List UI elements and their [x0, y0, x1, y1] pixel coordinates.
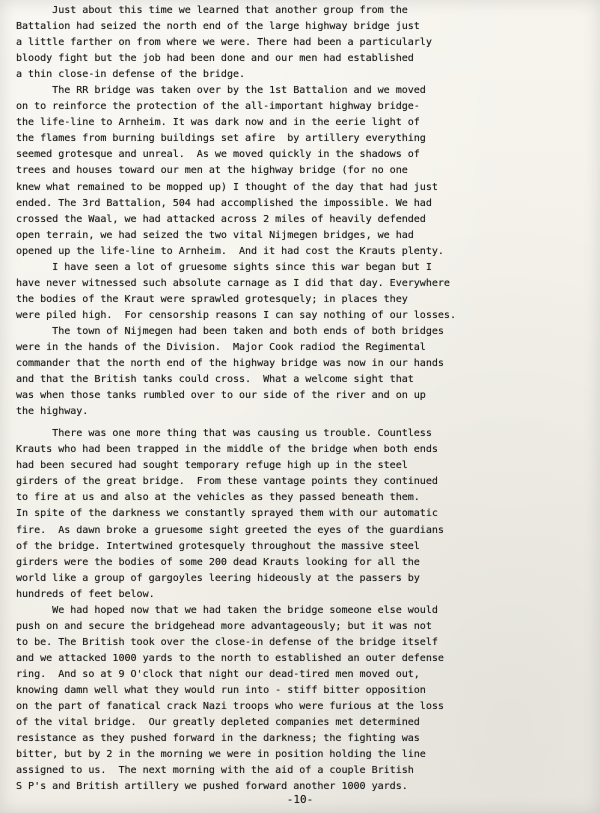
- text-line: There was one more thing that was causing us trouble. Countless: [16, 428, 432, 440]
- text-line: a little farther on from where we were. There had been a particularly: [16, 37, 432, 49]
- text-line: commander that the north end of the highway bridge was now in our hands: [16, 358, 444, 370]
- text-line: a thin close-in defense of the bridge.: [16, 69, 246, 81]
- text-line: were piled high. For censorship reasons I can say nothing of our losses.: [16, 309, 456, 321]
- text-line: girders were the bodies of some 200 dead Krauts looking for all the: [16, 556, 420, 568]
- text-line: The town of Nijmegen had been taken and both ends of both bridges: [16, 325, 444, 337]
- text-line: ended. The 3rd Battalion, 504 had accomplished the impossible. We had: [16, 197, 432, 209]
- typewritten-text-block: [16, 3, 594, 795]
- text-line: have never witnessed such absolute carnage as I did that day. Everywhere: [16, 277, 450, 289]
- text-line: trees and houses toward our men at the highway bridge (for no one: [16, 165, 408, 177]
- text-line: push on and secure the bridgehead more advantageously; but it was not: [16, 620, 432, 632]
- text-line: of the vital bridge. Our greatly depleted companies met determined: [16, 717, 420, 729]
- text-line: crossed the Waal, we had attacked across 2 miles of heavily defended: [16, 213, 426, 225]
- text-line: knowing damn well what they would run into - stiff bitter opposition: [16, 684, 426, 696]
- text-line: S P's and British artillery we pushed forward another 1000 yards.: [16, 781, 408, 793]
- text-line: I have seen a lot of gruesome sights since this war began but I: [16, 261, 432, 273]
- text-line: the bodies of the Kraut were sprawled grotesquely; in places they: [16, 293, 408, 305]
- text-line: world like a group of gargoyles leering hideously at the passers by: [16, 572, 420, 584]
- text-line: to fire at us and also at the vehicles as they passed beneath them.: [16, 492, 420, 504]
- text-line: We had hoped now that we had taken the bridge someone else would: [16, 604, 438, 616]
- text-line: Krauts who had been trapped in the middle of the bridge when both ends: [16, 444, 438, 456]
- text-line: resistance as they pushed forward in the darkness; the fighting was: [16, 733, 420, 745]
- text-line: girders of the great bridge. From these vantage points they continued: [16, 476, 438, 488]
- text-line: opened up the life-line to Arnheim. And it had cost the Krauts plenty.: [16, 245, 444, 257]
- text-line: seemed grotesque and unreal. As we moved quickly in the shadows of: [16, 149, 420, 161]
- text-line: ring. And so at 9 O'clock that night our dead-tired men moved out,: [16, 668, 420, 680]
- text-line: on the part of fanatical crack Nazi troops who were furious at the loss: [16, 701, 444, 713]
- text-line: on to reinforce the protection of the all-important highway bridge-: [16, 101, 420, 113]
- page-number: -10-: [286, 793, 314, 806]
- text-line: and that the British tanks could cross. What a welcome sight that: [16, 374, 414, 386]
- text-line: hundreds of feet below.: [16, 588, 155, 600]
- text-line: had been secured had sought temporary refuge high up in the steel: [16, 460, 408, 472]
- text-line: fire. As dawn broke a gruesome sight greeted the eyes of the guardians: [16, 524, 444, 536]
- text-line: open terrain, we had seized the two vital Nijmegen bridges, we had: [16, 229, 414, 241]
- text-line: the life-line to Arnheim. It was dark now and in the eerie light of: [16, 117, 420, 129]
- text-line: the flames from burning buildings set afire by artillery everything: [16, 133, 426, 145]
- text-line: Just about this time we learned that another group from the: [16, 5, 408, 16]
- text-line: assigned to us. The next morning with the aid of a couple British: [16, 765, 414, 777]
- text-line: bloody fight but the job had been done and our men had established: [16, 53, 414, 65]
- text-line: bitter, but by 2 in the morning we were in position holding the line: [16, 749, 426, 761]
- text-line: of the bridge. Intertwined grotesquely throughout the massive steel: [16, 540, 420, 552]
- text-line: Battalion had seized the north end of the large highway bridge just: [16, 21, 420, 33]
- text-line: The RR bridge was taken over by the 1st Battalion and we moved: [16, 85, 426, 97]
- text-line: to be. The British took over the close-in defense of the bridge itself: [16, 636, 438, 648]
- text-line: were in the hands of the Division. Major Cook radiod the Regimental: [16, 341, 426, 353]
- text-line: the highway.: [16, 406, 89, 418]
- text-line: In spite of the darkness we constantly sprayed them with our automatic: [16, 508, 438, 520]
- text-line: was when those tanks rumbled over to our side of the river and on up: [16, 390, 426, 402]
- text-line: knew what remained to be mopped up) I thought of the day that had just: [16, 181, 438, 193]
- text-line: and we attacked 1000 yards to the north to established an outer defense: [16, 652, 444, 664]
